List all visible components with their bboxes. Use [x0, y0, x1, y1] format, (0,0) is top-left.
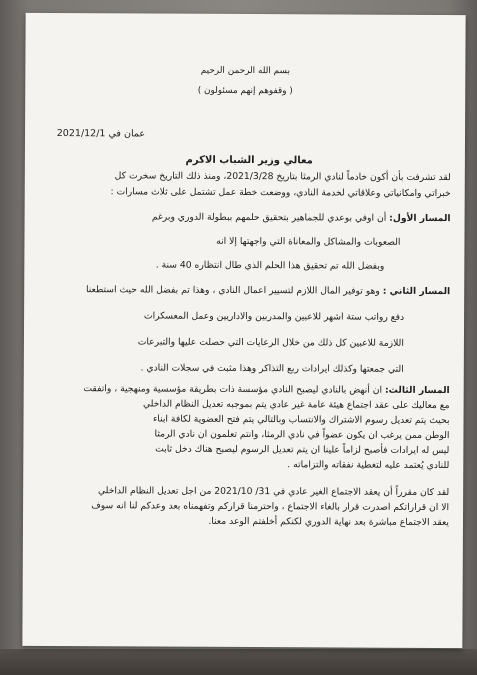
closing-line-2: الا ان قراراتكم اصدرت قرار بالغاء الاجتماع ، واحترمنا قراركم وتفهمناه بعد وعدكم لنا انه سوف — [91, 500, 450, 514]
track1-heading: المسار الأول: — [389, 212, 451, 225]
quran-verse: ( وقفوهم إنهم مسئولون ) — [197, 85, 293, 97]
track1-text-1: أن اوفي بوعدي للجماهير بتحقيق حلمهم ببطولة الدوري وبرغم — [151, 211, 387, 224]
track3-line-6: للنادي يُعتمد عليه لتغطية نفقاته والتزاماته . — [287, 459, 450, 472]
letter-page — [22, 13, 465, 648]
track2-line-3: اللازمة للاعبين كل ذلك من خلال الرعايات التي حصلت عليها والتبرعات — [137, 336, 404, 349]
letter-date: عمان في 2021/12/1 — [56, 128, 146, 140]
addressee: معالي وزير الشباب الاكرم — [185, 154, 313, 167]
track1-line-3: وبفضل الله تم تحقيق هذا الحلم الذي طال انتظاره 40 سنة . — [155, 259, 385, 272]
floor-surface — [0, 649, 477, 675]
track2-text-1: وهو توفير المال اللازم لتسيير اعمال النادي ، وهذا تم بفضل الله حيث استطعنا — [85, 284, 380, 297]
track2-line-1 — [86, 284, 450, 297]
closing-line-1: لقد كان مقرراً أن يعقد الاجتماع الغير عادي في 31/ 2021/10 من اجل تعديل النظام الداخلي — [97, 485, 450, 499]
track1-line-1 — [152, 212, 451, 225]
basmala: بسم الله الرحمن الرحيم — [200, 65, 290, 77]
track3-line-2: مع معاليك على عقد اجتماع هيئة عامة غير عادي يتم بموجبه تعديل النظام الداخلي — [142, 398, 450, 412]
track3-text-1: ان أنهض بالنادي ليصبح النادي مؤسسة ذات بطريقة مؤسسية ومنهجية ، واتفقت — [83, 383, 383, 396]
intro-line-2: خبراتي وامكانياتي وعلاقاتي لخدمة النادي، ووضعت خطة عمل تشتمل على ثلاث مسارات : — [110, 186, 451, 200]
closing-line-3: يعقد الاجتماع مباشرة بعد نهاية الدوري لكنكم أخلفتم الوعد معنا. — [208, 515, 450, 529]
track2-line-2: دفع رواتب ستة اشهر للاعبين والمدربين والاداريين وعمل المعسكرات — [143, 310, 405, 323]
track1-line-2: الصعوبات والمشاكل والمعاناة التي واجهتها إلا انه — [216, 235, 401, 248]
track3-line-1 — [83, 383, 449, 396]
track3-line-5: ليس له ايرادات فأصبح لزاماً علينا ان يتم تعديل الرسوم ليصبح هناك دخل ثابت — [155, 443, 450, 457]
track3-heading: المسار الثالث: — [384, 384, 450, 397]
track2-line-4: التي جمعتها وكذلك ايرادات ربع التذاكر وهذا مثبت في سجلات النادي . — [140, 362, 404, 375]
track2-heading: المسار الثاني : — [382, 285, 451, 298]
track3-line-3: بحيث يتم تعديل رسوم الاشتراك والانتساب وبالتالي يتم فتح العضوية لكافة ابناء — [152, 413, 450, 427]
intro-line-1: لقد تشرفت بأن أكون خادماً لنادي الرمثا بتاريخ 2021/3/28، ومنذ ذلك التاريخ سخرت كل — [114, 170, 451, 184]
track3-line-4: الوطن ممن يرغب ان يكون عضواً في نادي الرمثا، وانتم تعلمون ان نادي الرمثا — [154, 428, 450, 442]
